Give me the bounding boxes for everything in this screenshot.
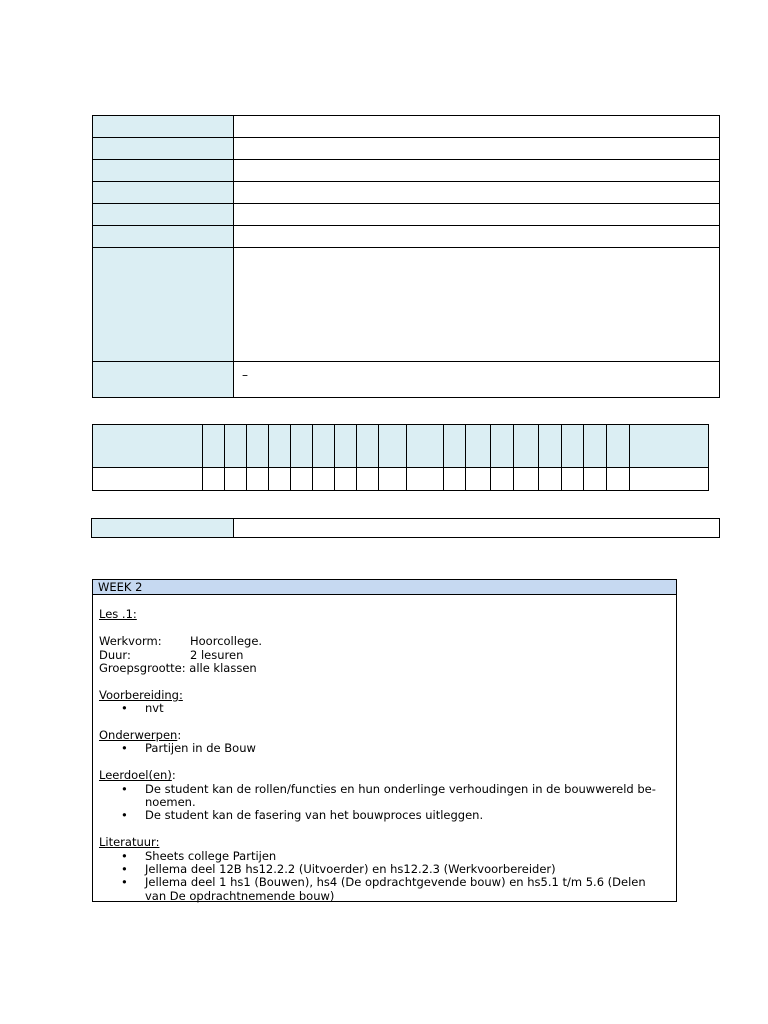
werkvorm-label: Werkvorm: [99, 634, 162, 649]
grid-header-cell [269, 425, 291, 468]
list-item: • De student kan de rollen/functies en hun onderlinge verhoudingen in de bouwwereld be- noemen. [99, 783, 670, 810]
grid-cell [539, 468, 562, 491]
info-row [93, 226, 720, 248]
grid-cell [357, 468, 379, 491]
single-value-cell [234, 519, 720, 538]
grid-header-cell [584, 425, 607, 468]
grid-header-cell [539, 425, 562, 468]
grid-cell [203, 468, 225, 491]
info-table [92, 115, 720, 398]
info-row [93, 138, 720, 160]
info-label-cell [93, 138, 234, 160]
list-item: • Sheets college Partijen [99, 850, 670, 863]
list-item: • Jellema deel 12B hs12.2.2 (Uitvoerder) en hs12.2.3 (Werkvoorbereider) [99, 863, 670, 876]
grid-header-cell [357, 425, 379, 468]
literatuur-heading: Literatuur: [99, 835, 160, 850]
werkvorm-row [99, 635, 670, 648]
week-header: WEEK 2 [93, 580, 676, 595]
info-row [93, 204, 720, 226]
week-box [92, 579, 677, 902]
duur-value: 2 lesuren [190, 647, 244, 662]
literatuur-list [99, 850, 670, 904]
grid-header-cell [203, 425, 225, 468]
single-label-cell [92, 519, 234, 538]
info-value-cell [234, 204, 720, 226]
grid-header-cell [491, 425, 514, 468]
single-row-table [91, 518, 720, 538]
grid-cell [491, 468, 514, 491]
groepsgrootte-row [99, 662, 670, 675]
grid-header-cell [514, 425, 539, 468]
grid-cell [562, 468, 584, 491]
grid-header-cell [225, 425, 247, 468]
duur-row [99, 649, 670, 662]
grid-header-cell [247, 425, 269, 468]
info-row [93, 116, 720, 138]
info-value-cell [234, 226, 720, 248]
info-value-cell [234, 248, 720, 362]
grid-header-cell [444, 425, 466, 468]
info-value-cell [234, 160, 720, 182]
info-value-cell [234, 182, 720, 204]
grid-cell [93, 468, 203, 491]
duur-label: Duur: [99, 647, 131, 662]
info-row [93, 248, 720, 362]
dash-value: – [234, 362, 720, 398]
info-row [93, 182, 720, 204]
grid-cell [291, 468, 313, 491]
werkvorm-value: Hoorcollege. [190, 634, 263, 649]
grid-header-row [93, 425, 709, 468]
voorbereiding-heading: Voorbereiding: [99, 687, 183, 702]
grid-cell [269, 468, 291, 491]
les-heading: Les .1: [99, 607, 137, 622]
week-body [93, 595, 676, 903]
grid-cell [335, 468, 357, 491]
grid-header-cell [291, 425, 313, 468]
info-label-cell [93, 116, 234, 138]
grid-header-cell [562, 425, 584, 468]
onderwerpen-label: Onderwerpen [99, 728, 178, 742]
leerdoel-label: Leerdoel(en) [99, 768, 172, 783]
info-label-cell [93, 362, 234, 398]
grid-cell [379, 468, 407, 491]
grid-header-cell [407, 425, 444, 468]
onderwerpen-list [99, 742, 670, 755]
info-row [93, 362, 720, 398]
grid-cell [313, 468, 335, 491]
info-value-cell [234, 116, 720, 138]
grid-header-cell [379, 425, 407, 468]
info-row [93, 160, 720, 182]
grid-header-cell [313, 425, 335, 468]
leerdoel-heading: Leerdoel(en): [99, 768, 176, 783]
single-row [92, 519, 720, 538]
info-label-cell [93, 160, 234, 182]
grid-cell [444, 468, 466, 491]
list-item: • Partijen in de Bouw [99, 742, 670, 755]
info-label-cell [93, 204, 234, 226]
grid-cell [466, 468, 491, 491]
list-item: • De student kan de fasering van het bouwproces uitleggen. [99, 809, 670, 822]
info-value-cell [234, 138, 720, 160]
info-label-cell [93, 248, 234, 362]
grid-cell [630, 468, 709, 491]
voorbereiding-list [99, 702, 670, 715]
grid-data-row [93, 468, 709, 491]
info-label-cell [93, 226, 234, 248]
groepsgrootte-value: alle klassen [189, 661, 257, 675]
onderwerpen-heading: Onderwerpen: [99, 728, 182, 742]
grid-header-cell [607, 425, 630, 468]
list-item: • Jellema deel 1 hs1 (Bouwen), hs4 (De opdrachtgevende bouw) en hs5.1 t/m 5.6 (Delen van De opdrachtnemende bouw) [99, 876, 670, 903]
leerdoel-list [99, 783, 670, 823]
grid-cell [247, 468, 269, 491]
info-label-cell [93, 182, 234, 204]
groepsgrootte-label: Groepsgrootte: [99, 661, 186, 675]
grid-header-cell [93, 425, 203, 468]
grid-cell [514, 468, 539, 491]
grid-cell [225, 468, 247, 491]
grid-cell [407, 468, 444, 491]
list-item: • nvt [99, 702, 670, 715]
grid-header-cell [335, 425, 357, 468]
week-grid-table [92, 424, 709, 491]
grid-cell [607, 468, 630, 491]
grid-cell [584, 468, 607, 491]
grid-header-cell [630, 425, 709, 468]
grid-header-cell [466, 425, 491, 468]
